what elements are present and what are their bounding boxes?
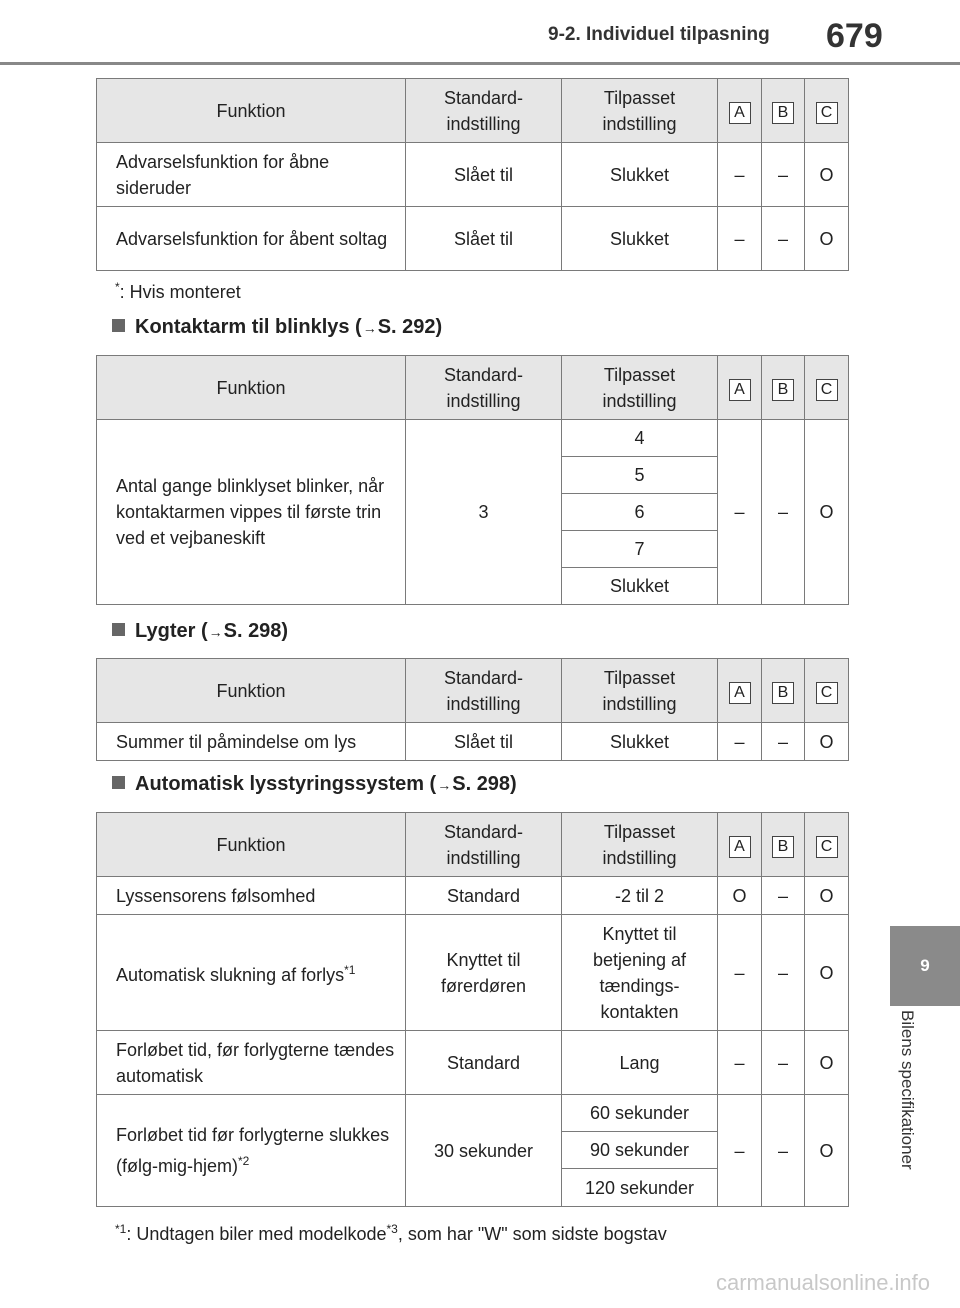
- c-cell: O: [805, 877, 849, 915]
- a-cell: –: [718, 915, 762, 1031]
- b-cell: –: [762, 723, 805, 761]
- page-number: 679: [826, 17, 883, 55]
- label-a: A: [729, 682, 751, 704]
- col-b-header: [762, 79, 805, 143]
- b-cell: –: [762, 915, 805, 1031]
- col-b-header: [762, 813, 805, 877]
- section-title: Kontaktarm til blinklys (: [135, 316, 362, 338]
- col-function-header: Funktion: [97, 356, 406, 420]
- footnote-mark: *3: [386, 1222, 398, 1236]
- a-cell: –: [718, 420, 762, 605]
- function-text: Automatisk slukning af forlys: [116, 965, 345, 985]
- standard-cell: Slået til: [406, 207, 562, 271]
- chapter-label: Bilens specifikationer: [898, 1010, 917, 1170]
- table-row: [97, 1031, 849, 1095]
- function-cell: Advarselsfunktion for åbne sideruder: [97, 143, 406, 207]
- chapter-tab: 9: [890, 926, 960, 1006]
- square-bullet-icon: [112, 776, 125, 789]
- table-row: [97, 877, 849, 915]
- function-cell: Lyssensorens følsomhed: [97, 877, 406, 915]
- function-cell: Advarselsfunktion for åbent soltag: [97, 207, 406, 271]
- col-c-header: [805, 659, 849, 723]
- footnote-text: : Hvis monteret: [119, 282, 241, 302]
- a-cell: O: [718, 877, 762, 915]
- table-row: [97, 420, 849, 457]
- col-custom-header: Tilpasset indstilling: [562, 356, 718, 420]
- table-header-row: [97, 356, 849, 420]
- custom-cell: Slukket: [562, 723, 718, 761]
- b-cell: –: [762, 1095, 805, 1207]
- section-title: 9-2. Individuel tilpasning: [548, 24, 770, 45]
- col-b-header: [762, 659, 805, 723]
- standard-cell: Slået til: [406, 723, 562, 761]
- col-a-header: [718, 659, 762, 723]
- col-function-header: Funktion: [97, 813, 406, 877]
- section-title: Lygter (: [135, 620, 208, 642]
- square-bullet-icon: [112, 319, 125, 332]
- label-b: B: [772, 836, 794, 858]
- page-reference: S. 292): [377, 316, 443, 338]
- table-header-row: [97, 79, 849, 143]
- option-cell: 7: [562, 531, 718, 568]
- standard-cell: Slået til: [406, 143, 562, 207]
- label-a: A: [729, 836, 751, 858]
- label-c: C: [816, 682, 838, 704]
- section-title: Automatisk lysstyringssystem (: [135, 773, 437, 795]
- b-cell: –: [762, 143, 805, 207]
- standard-cell: Knyttet til førerdøren: [406, 915, 562, 1031]
- footnote-text: : Undtagen biler med modelkode: [126, 1224, 387, 1244]
- footnote-text: , som har "W" som sidste bogstav: [397, 1224, 667, 1244]
- footnote-mark: *: [115, 280, 120, 294]
- b-cell: –: [762, 1031, 805, 1095]
- option-cell: 60 sekunder: [562, 1095, 718, 1132]
- a-cell: –: [718, 207, 762, 271]
- b-cell: –: [762, 207, 805, 271]
- col-function-header: Funktion: [97, 79, 406, 143]
- settings-table-lights: [96, 658, 849, 761]
- label-a: A: [729, 102, 751, 124]
- settings-table-auto-light: [96, 812, 849, 1207]
- col-c-header: [805, 79, 849, 143]
- footnote-model-code: [115, 1222, 667, 1245]
- label-c: C: [816, 379, 838, 401]
- footnote-ref: *1: [344, 963, 356, 977]
- arrow-icon: →: [362, 320, 377, 336]
- settings-table-turn-signal: [96, 355, 849, 605]
- c-cell: O: [805, 207, 849, 271]
- b-cell: –: [762, 420, 805, 605]
- table-row: [97, 1095, 849, 1132]
- a-cell: –: [718, 723, 762, 761]
- a-cell: –: [718, 143, 762, 207]
- footnote-if-equipped: [115, 280, 241, 303]
- section-heading-turn-signal: [112, 316, 442, 339]
- table-header-row: [97, 659, 849, 723]
- custom-cell: -2 til 2: [562, 877, 718, 915]
- standard-cell: Standard: [406, 1031, 562, 1095]
- label-b: B: [772, 682, 794, 704]
- col-a-header: [718, 813, 762, 877]
- settings-table-windows: [96, 78, 849, 271]
- c-cell: O: [805, 1095, 849, 1207]
- c-cell: O: [805, 915, 849, 1031]
- watermark: carmanualsonline.info: [716, 1270, 931, 1295]
- col-custom-header: Tilpasset indstilling: [562, 659, 718, 723]
- option-cell: Slukket: [562, 568, 718, 605]
- standard-cell: 3: [406, 420, 562, 605]
- custom-cell: Slukket: [562, 143, 718, 207]
- table-row: [97, 207, 849, 271]
- custom-cell: Slukket: [562, 207, 718, 271]
- col-standard-header: Standard- indstilling: [406, 79, 562, 143]
- b-cell: –: [762, 877, 805, 915]
- col-standard-header: Standard- indstilling: [406, 356, 562, 420]
- page-reference: S. 298): [452, 773, 517, 795]
- header-divider: [0, 62, 960, 65]
- col-function-header: Funktion: [97, 659, 406, 723]
- function-cell: Antal gange blinklyset blinker, når kontaktarmen vippes til første trin ved et vejbaneskift: [97, 420, 406, 605]
- col-b-header: [762, 356, 805, 420]
- arrow-icon: →: [208, 624, 223, 640]
- arrow-icon: →: [437, 777, 452, 793]
- col-custom-header: Tilpasset indstilling: [562, 813, 718, 877]
- c-cell: O: [805, 723, 849, 761]
- section-heading-auto-light: [112, 773, 517, 796]
- square-bullet-icon: [112, 623, 125, 636]
- col-c-header: [805, 813, 849, 877]
- label-b: B: [772, 379, 794, 401]
- label-b: B: [772, 102, 794, 124]
- c-cell: O: [805, 143, 849, 207]
- table-row: [97, 723, 849, 761]
- c-cell: O: [805, 420, 849, 605]
- col-c-header: [805, 356, 849, 420]
- page-reference: S. 298): [223, 620, 289, 642]
- custom-cell: Lang: [562, 1031, 718, 1095]
- table-row: [97, 143, 849, 207]
- label-c: C: [816, 102, 838, 124]
- col-standard-header: Standard- indstilling: [406, 659, 562, 723]
- function-text: Forløbet tid før forlygterne slukkes (følg-mig-hjem): [116, 1125, 390, 1176]
- function-cell: [97, 915, 406, 1031]
- col-a-header: [718, 79, 762, 143]
- table-row: [97, 915, 849, 1031]
- col-custom-header: Tilpasset indstilling: [562, 79, 718, 143]
- a-cell: –: [718, 1031, 762, 1095]
- label-a: A: [729, 379, 751, 401]
- footnote-mark: *1: [115, 1222, 127, 1236]
- option-cell: 5: [562, 457, 718, 494]
- col-standard-header: Standard- indstilling: [406, 813, 562, 877]
- custom-cell: Knyttet til betjening af tændings- kontakten: [562, 915, 718, 1031]
- function-cell: Summer til påmindelse om lys: [97, 723, 406, 761]
- standard-cell: Standard: [406, 877, 562, 915]
- c-cell: O: [805, 1031, 849, 1095]
- section-heading-lights: [112, 620, 288, 643]
- label-c: C: [816, 836, 838, 858]
- option-cell: 90 sekunder: [562, 1132, 718, 1169]
- function-cell: [97, 1095, 406, 1207]
- footnote-ref: *2: [238, 1154, 250, 1168]
- a-cell: –: [718, 1095, 762, 1207]
- standard-cell: 30 sekunder: [406, 1095, 562, 1207]
- table-header-row: [97, 813, 849, 877]
- option-cell: 4: [562, 420, 718, 457]
- col-a-header: [718, 356, 762, 420]
- option-cell: 6: [562, 494, 718, 531]
- function-cell: Forløbet tid, før forlygterne tændes automatisk: [97, 1031, 406, 1095]
- option-cell: 120 sekunder: [562, 1169, 718, 1207]
